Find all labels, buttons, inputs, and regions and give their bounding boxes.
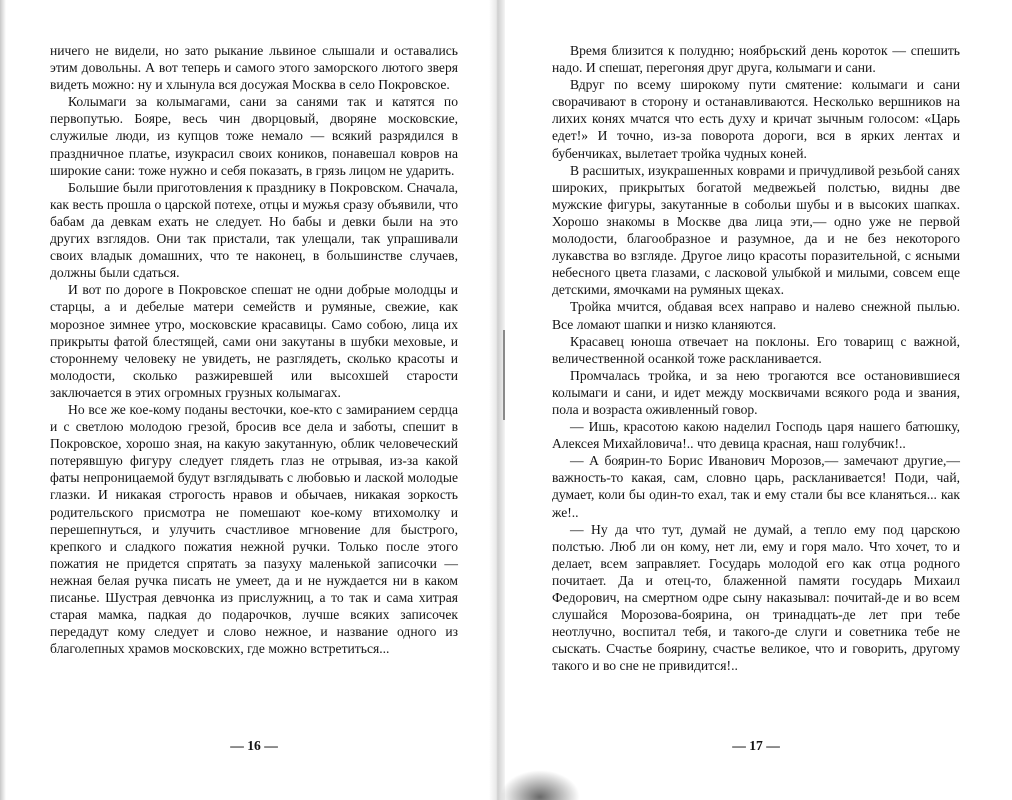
paragraph: Красавец юноша отвечает на поклоны. Его товарищ с важной, величественной осанкой тоже раскланивается. — [552, 333, 960, 366]
paragraph: ничего не видели, но зато рыкание львиное слышали и оставались этим довольны. А вот теперь и самого этого заморского лютого зверя видеть можно: ну и хлынула вся досужая Москва в село Покровское. — [50, 43, 458, 93]
scan-mark — [503, 330, 505, 420]
page-number-left: — 16 — — [230, 738, 278, 753]
paragraph: Промчалась тройка, и за нею трогаются все остановившиеся колымаги и сани, и идет между москвичами всякого рода и звания, пола и возраста оживленный говор. — [552, 367, 960, 417]
paragraph: — Ишь, красотою какою наделил Господь царя нашего батюшку, Алексея Михайловича!.. что девица красная, наш голубчик!.. — [552, 419, 960, 452]
right-page-text — [552, 42, 960, 674]
paragraph: Тройка мчится, обдавая всех направо и налево снежной пылью. Все ломают шапки и низко кланяются. — [552, 299, 960, 332]
paragraph: Вдруг по всему широкому пути смятение: колымаги и сани сворачивают в сторону и останавливаются. Несколько вершников на лихих конях мчатся что есть духу и кричат зычным голосом: «Царь едет!» И точно, из-за поворота дороги, вся в ярких лентах и бубенчиках, вылетает тройка чудных коней. — [552, 77, 960, 161]
paragraph: — А боярин-то Борис Иванович Морозов,— замечают другие,— важность-то какая, сам, словно царь, раскланивается! Поди, чай, думает, коли бы один-то ехал, так и ему стали бы все кланяться... как же!.. — [552, 453, 960, 520]
page-number-right: — 17 — — [732, 738, 780, 753]
paragraph: И вот по дороге в Покровское спешат не одни добрые молодцы и старцы, а и дебелые матери семейств и румяные, свежие, как морозное зимнее утро, московские красавицы. Само собою, лица их прикрыты фатой блестящей, сами они закутаны в шубки меховые, и стороннему человеку не увидеть, не разглядеть, сколько красоты и молодости, сколько разжиревшей или высохшей старости заключается в этих огромных грузных колымагах. — [50, 282, 458, 400]
paragraph: Время близится к полудню; ноябрьский день короток — спешить надо. И спешат, перегоняя друг друга, колымаги и сани. — [552, 43, 960, 76]
page-edge-shadow — [0, 0, 6, 800]
paragraph: Но все же кое-кому поданы весточки, кое-кто с замиранием сердца и с светлою молодою грезой, бросив все дела и заботы, спешит в Покровское, хорошо зная, на какую закутанную, облик человеческий потерявшую фигуру следует глядеть глаз не отрывая, из-за какой фаты непроницаемой будут взглядывать с любовью и лаской молодые глазки. И никакая строгость нравов и обычаев, никакая зоркость родительского присмотра не помешают кое-кому втихомолку и перешепнуться, и улучить счастливое мгновение для быстрого, крепкого и сладкого пожатия нежной ручки. Только после этого пожатия не придется спрятать за пазуху маленькой записочки — нежная белая ручка писать не умеет, да и не нуждается ни в каком писанье. Шустрая девчонка из прислужниц, а то так и сама хитрая старая мамка, падкая до подарочков, лучше всяких записочек передадут кому следует и слово нежное, и название одного из благолепных храмов московских, где можно встретиться... — [50, 401, 458, 657]
paragraph: Колымаги за колымагами, сани за санями так и катятся по первопутью. Бояре, весь чин дворцовый, дворяне московские, служилые люди, из купцов тоже немало — всякий разрядился в праздничное платье, изукрасил своих коников, понавешал ковров на широкие сани: тоже нужно и себя показать, в грязь лицом не ударить. — [50, 94, 458, 178]
paragraph: В расшитых, изукрашенных коврами и причудливой резьбой санях широких, прикрытых богатой медвежьей полстью, видны две мужские фигуры, закутанные в собольи шубы и в высоких шапках. Хорошо знакомы в Москве два лица эти,— одно уже не первой молодости, благообразное и разумное, да и не без некоторого лукавства во взгляде. Другое лицо красоты поразительной, с ясными небесного цвета глазами, с ласковой улыбкой и милыми, совсем еще детскими, ямочками на румяных щеках. — [552, 162, 960, 298]
scan-smudge — [500, 770, 580, 800]
paragraph: Большие были приготовления к празднику в Покровском. Сначала, как весть прошла о царской потехе, отцы и мужья сразу объявили, что бабам да девкам ехать не следует. Но бабы и девки были на это других взглядов. Они так пристали, так улещали, так упрашивали своих владык домашних, что те наконец, в большинстве случаев, должны были сдаться. — [50, 179, 458, 281]
paragraph: — Ну да что тут, думай не думай, а тепло ему под царскою полстью. Люб ли он кому, нет ли, ему и горя мало. Что хочет, то и делает, всем заправляет. Государь молодой его как отца родного почитает. Да и отец-то, блаженной памяти государь Михаил Федорович, на смертном одре сыну наказывал: почитай-де и во всем слушайся Морозова-боярина, он тринадцать-де лет при тебе неотлучно, воспитал тебя, и такого-де слуги и советника тебе не сыскать. Счастье боярину, счастье великое, что и говорить, другому такого и во сне не привидится!.. — [552, 521, 960, 674]
left-page-text — [50, 42, 458, 657]
